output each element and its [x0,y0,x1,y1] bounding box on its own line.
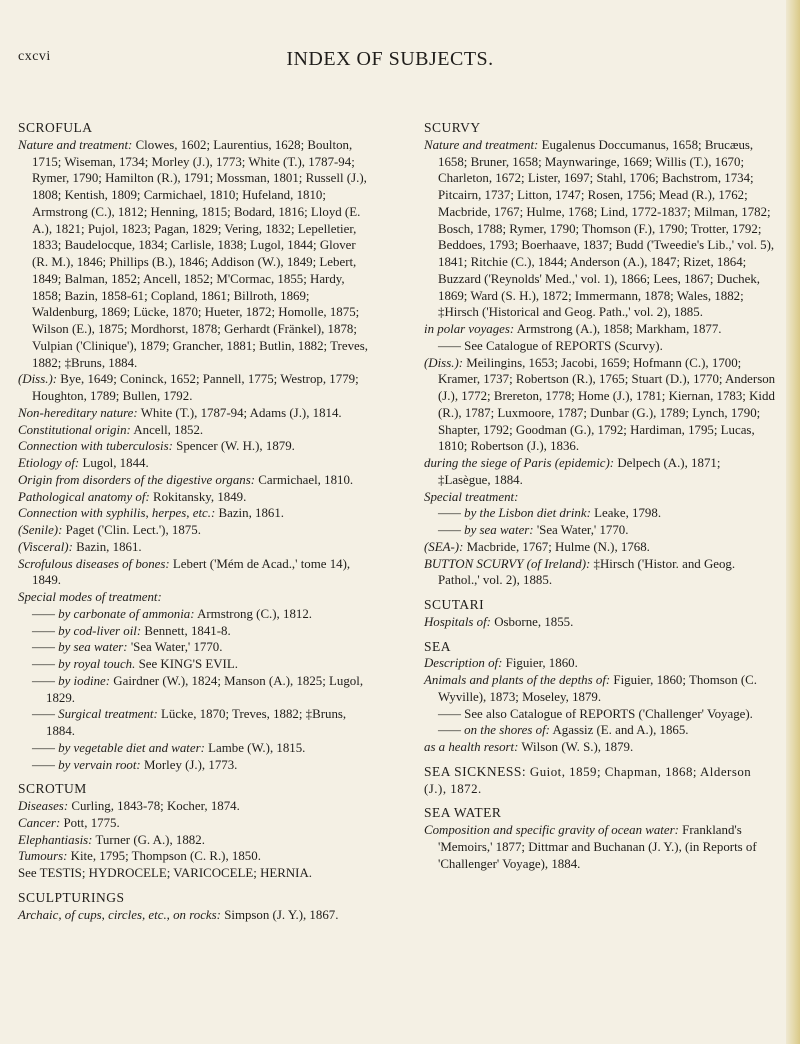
entry-refs: See KING'S EVIL. [135,657,238,671]
entry-label: —— by carbonate of ammonia: [32,606,195,621]
entry-refs: Figuier, 1860. [502,656,578,671]
entry-refs: Frankland's 'Memoirs,' 1877; Dittmar and Buchanan (J. Y.), (in Reports of 'Challenger' Voyage), 1884. [438,823,757,871]
index-entry [18,589,370,606]
subentry [424,338,776,355]
entry-label: Composition and specific gravity of ocean water: [424,823,679,837]
entry-refs: Bennett, 1841-8. [141,623,231,638]
entry-label: —— by vervain root: [32,757,141,772]
subject-heading [18,120,370,137]
entry-label: Special treatment: [424,489,519,504]
entry-refs: See Catalogue of REPORTS (Scurvy). [460,338,663,353]
page-number: cxcvi [18,49,51,64]
entry-refs: Simpson (J. Y.), 1867. [220,907,339,922]
entry-refs: Kite, 1795; Thompson (C. R.), 1850. [67,849,261,864]
page-header [0,48,800,72]
index-entry [18,405,370,422]
index-entry [424,489,776,506]
entry-refs: Bazin, 1861. [215,506,285,521]
entry-refs: Osborne, 1855. [490,614,574,629]
subentry [18,639,370,656]
entry-refs: 'Sea Water,' 1770. [127,640,223,655]
entry-gap [424,589,776,597]
entry-label: (Senile): [18,523,63,537]
page-edge [786,0,800,1044]
entry-gap [424,797,776,805]
index-entry [18,798,370,815]
index-entry [18,422,370,439]
subentry [424,706,776,723]
entry-label: —— on the shores of: [438,723,550,738]
index-entry [424,739,776,756]
entry-refs: Meilingins, 1653; Jacobi, 1659; Hofmann (C.), 1700; Kramer, 1737; Robertson (R.), 1765; Stuart (D.), 1770; Anderson (J.), 1772; Brereton, 1778; Home (J.), 1781; Kiernan, 1783; Kidd (R.), 1787; Luxmoore, 1787; Dunbar (G.), 1789; Lynch, 1790; Shapter, 1792; Goodman (G.), 1792; Hardiman, 1795; Lucas, 1810; Robertson (J.), 1836. [438,355,776,454]
entry-refs: Lugol, 1844. [79,456,149,470]
entry-label: Scrofulous diseases of bones: [18,556,170,571]
subject-heading-text: SCURVY [424,120,481,135]
entry-label: —— by vegetable diet and water: [32,740,205,755]
index-entry [18,832,370,849]
entry-label: as a health resort: [424,740,519,754]
index-entry [18,907,370,924]
index-entry [18,438,370,455]
entry-label: Hospitals of: [424,614,491,629]
entry-label: Constitutional origin: [18,422,131,437]
entry-label: Connection with tuberculosis: [18,439,173,454]
entry-label: —— by cod-liver oil: [32,623,142,638]
index-entry [424,137,776,321]
entry-label: Pathological anatomy of: [18,489,150,504]
entry-refs: Rokitansky, 1849. [149,489,247,504]
subentry [18,757,370,774]
subject-heading-text: SEA WATER [424,805,502,821]
index-entry [18,472,370,489]
entry-label: Etiology of: [18,456,80,470]
index-entry [424,455,776,489]
index-entry [18,489,370,506]
entry-label: Description of: [424,656,503,671]
entry-refs: Leake, 1798. [590,506,662,521]
subject-heading [18,781,370,798]
index-entry [18,371,370,405]
entry-label: Tumours: [18,849,68,864]
entry-refs: ‡Hirsch ('Histor. and Geog. Pathol.,' vol. 2), 1885. [438,556,736,588]
subentry [424,522,776,539]
index-entry [18,505,370,522]
entry-refs: Armstrong (A.), 1858; Markham, 1877. [514,322,722,336]
entry-label: in polar voyages: [424,322,515,336]
entry-refs: Eugalenus Doccumanus, 1658; Brucæus, 1658; Bruner, 1658; Maynwaringe, 1669; Willis (T.), 1670; Charleton, 1672; Lister, 1697; Stahl, 1706; Bachstrom, 1734; Pitcairn, 1737; Litton, 1747; Rosen, 1756; Mead (R.), 1762; Macbride, 1767; Hulme, 1768; Lind, 1772-1837; Milman, 1782; Bosch, 1788; Rymer, 1790; Thomson (F.), 1790; Trotter, 1792; Beddoes, 1793; Boerhaave, 1837; Budd ('Tweedie's Lib.,' vol. 5), 1841; Ritchie (C.), 1844; Anderson (A.), 1847; Rizet, 1864; Buzzard ('Reynolds' Med.,' vol. 1), 1866; Lees, 1867; Duchek, 1869; Ward (S. H.), 1872; Immermann, 1878; Wales, 1882; ‡Hirsch ('Historical and Geog. Path.,' vol. 2), 1885. [438,137,775,320]
subentry [18,623,370,640]
subject-heading [18,890,370,907]
subject-heading-text: SEA [424,638,452,654]
entry-label: Cancer: [18,815,61,830]
subject-heading-text: SCROTUM [18,781,87,797]
entry-refs: Pott, 1775. [60,815,120,830]
index-entry [18,556,370,590]
subentry [18,673,370,707]
subject-heading-text: SCROFULA [18,120,93,135]
entry-refs: See also Catalogue of REPORTS ('Challenger' Voyage). [460,706,753,721]
left-column [18,120,370,923]
index-entry [18,815,370,832]
subject-heading-text: SCUTARI [424,597,485,612]
index-entry [18,455,370,472]
entry-label: Connection with syphilis, herpes, etc.: [18,506,216,521]
entry-refs: Lebert ('Mém de Acad.,' tome 14), 1849. [32,556,351,588]
entry-gap [424,631,776,639]
subentry [424,505,776,522]
entry-refs: Curling, 1843-78; Kocher, 1874. [68,799,240,813]
entry-refs: Agassiz (E. and A.), 1865. [549,723,689,738]
entry-refs: See TESTIS; HYDROCELE; VARICOCELE; HERNIA. [18,866,312,880]
index-entry [18,865,370,882]
entry-label: Elephantiasis: [18,832,93,847]
subject-heading [424,805,776,822]
entry-refs: White (T.), 1787-94; Adams (J.), 1814. [137,405,342,420]
entry-refs: Lücke, 1870; Treves, 1882; ‡Bruns, 1884. [46,707,347,738]
entry-label: —— Surgical treatment: [32,707,158,722]
entry-refs: Paget ('Clin. Lect.'), 1875. [62,523,201,537]
entry-label: —— [438,706,461,721]
index-entry [424,655,776,672]
entry-label: (Diss.): [18,372,58,387]
entry-label: Diseases: [18,799,69,813]
index-entry [424,672,776,706]
index-entry [18,522,370,539]
entry-refs: Gairdner (W.), 1824; Manson (A.), 1825; Lugol, 1829. [46,673,364,705]
index-entry [424,556,776,590]
index-entry [424,614,776,631]
entry-label: —— by sea water: [438,523,534,537]
entry-refs: Bye, 1649; Coninck, 1652; Pannell, 1775; Westrop, 1779; Houghton, 1789; Bullen, 1792. [32,372,359,403]
entry-refs: Turner (G. A.), 1882. [92,832,205,847]
subentry [18,606,370,623]
index-entry [18,137,370,372]
entry-label: Nature and treatment: [18,137,133,152]
entry-label: —— by the Lisbon diet drink: [438,506,591,521]
entry-label: Nature and treatment: [424,137,539,152]
subentry [424,722,776,739]
entry-label: during the siege of Paris (epidemic): [424,456,615,470]
entry-refs: Wilson (W. S.), 1879. [518,740,634,754]
entry-gap [18,882,370,890]
entry-refs: Morley (J.), 1773. [140,757,238,772]
entry-label: —— by sea water: [32,640,128,655]
entry-gap [18,773,370,781]
entry-label: (Diss.): [424,355,464,370]
entry-label: —— [438,338,461,353]
subject-heading [424,597,776,614]
subject-heading-text: SEA SICKNESS: [424,763,527,779]
entry-label: BUTTON SCURVY (of Ireland): [424,556,591,571]
index-entry [18,539,370,556]
entry-label: Origin from disorders of the digestive organs: [18,472,256,487]
entry-refs: Macbride, 1767; Hulme (N.), 1768. [463,539,650,554]
entry-refs: Lambe (W.), 1815. [204,740,306,755]
entry-label: —— by royal touch. [32,657,136,671]
subentry [18,656,370,673]
subentry [18,740,370,757]
entry-label: Special modes of treatment: [18,590,162,604]
subentry [18,706,370,740]
entry-label: Archaic, of cups, circles, etc., on rocks: [18,907,221,922]
right-column [424,120,776,872]
entry-label: (SEA-): [424,539,464,554]
entry-refs: Spencer (W. H.), 1879. [172,439,295,454]
index-entry [18,848,370,865]
entry-refs: Figuier, 1860; Thomson (C. Wyville), 1873; Moseley, 1879. [438,673,757,704]
entry-label: —— by iodine: [32,673,111,688]
index-entry [424,822,776,872]
subject-heading-text: SCULPTURINGS [18,889,125,905]
index-entry [424,355,776,456]
entry-refs: Bazin, 1861. [72,539,142,554]
entry-label: Non-hereditary nature: [18,405,138,420]
entry-refs: Armstrong (C.), 1812. [194,606,313,621]
index-entry [424,321,776,338]
entry-refs: Delpech (A.), 1871; ‡Lasègue, 1884. [438,456,721,487]
entry-label: (Visceral): [18,539,73,554]
index-entry [424,539,776,556]
entry-refs: 'Sea Water,' 1770. [533,523,629,537]
subject-heading-refs: Guiot, 1859; Chapman, 1868; Alderson (J.), 1872. [424,764,752,796]
page-title: INDEX OF SUBJECTS. [286,48,494,70]
subject-heading [424,639,776,656]
entry-refs: Clowes, 1602; Laurentius, 1628; Boulton, 1715; Wiseman, 1734; Morley (J.), 1773; White (T.), 1787-94; Rymer, 1790; Hamilton (R.), 1791; Mossman, 1801; Russell (J.), 1808; Kentish, 1809; Carmichael, 1810; Hufeland, 1810; Armstrong (C.), 1812; Henning, 1815; Bodard, 1816; Lloyd (E. A.), 1821; Pujol, 1823; Pagan, 1829; Vering, 1832; Lepelletier, 1833; Baudelocque, 1834; Carlisle, 1838; Lugol, 1844; Glover (R. M.), 1846; Phillips (B.), 1846; Addison (W.), 1849; Lebert, 1849; Balman, 1852; Ancell, 1852; M'Cormac, 1855; Hardy, 1858; Bazin, 1858-61; Copland, 1861; Billroth, 1869; Waldenburg, 1869; Lücke, 1870; Hueter, 1872; Homolle, 1875; Wilson (E.), 1875; Mordhorst, 1878; Gerhardt (Fränkel), 1878; Vulpian ('Clinique'), 1879; Grancher, 1881; Butlin, 1882; Treves, 1882; ‡Bruns, 1884. [32,137,368,370]
subject-heading [424,764,776,798]
entry-gap [424,756,776,764]
subject-heading [424,120,776,137]
entry-label: Animals and plants of the depths of: [424,673,611,687]
entry-refs: Ancell, 1852. [130,422,204,437]
entry-refs: Carmichael, 1810. [255,472,354,487]
